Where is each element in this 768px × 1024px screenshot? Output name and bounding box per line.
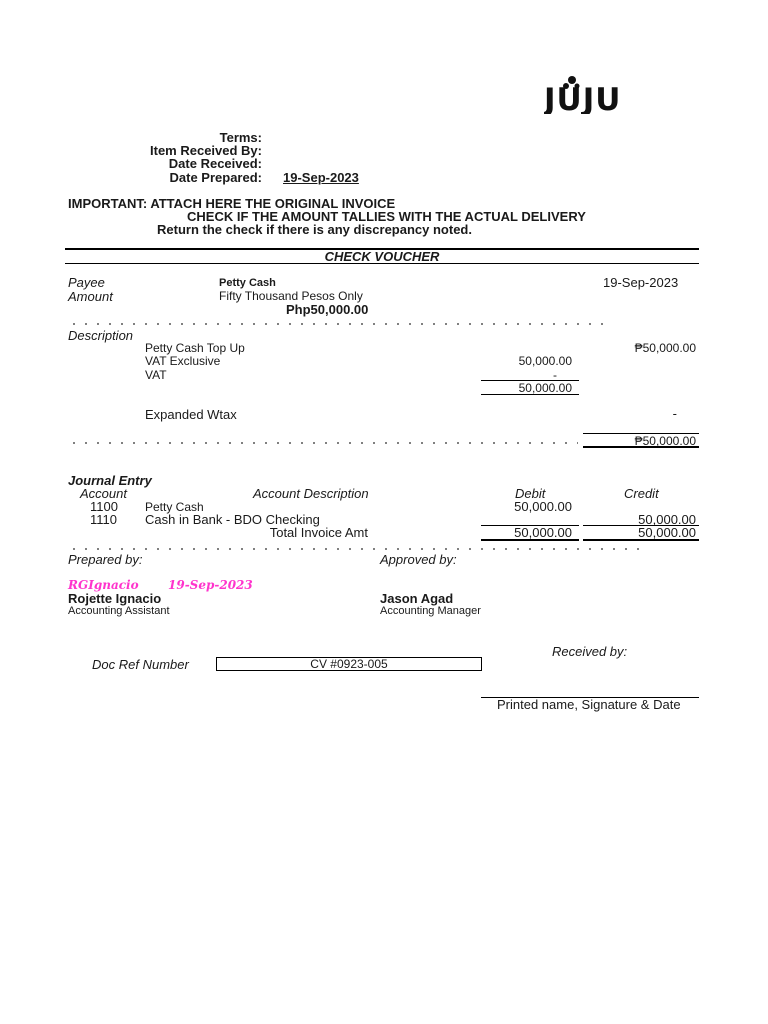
payee-label: Payee (68, 275, 105, 290)
vat-value: - (553, 368, 557, 382)
total-credit: 50,000.00 (638, 525, 696, 540)
approved-by-label: Approved by: (380, 552, 457, 567)
journal-row-description: Cash in Bank - BDO Checking (145, 512, 320, 527)
net-total: ₱50,000.00 (634, 434, 696, 448)
date-received-label: Date Received: (168, 156, 262, 171)
terms-label: Terms: (219, 130, 262, 145)
item-received-by-label: Item Received By: (150, 143, 262, 158)
journal-col-description: Account Description (253, 486, 369, 501)
juju-logo-mark (544, 74, 670, 114)
prepared-by-name: Rojette Ignacio (68, 591, 162, 606)
doc-ref-box (216, 657, 482, 671)
logo-text: JUJU (544, 82, 622, 114)
voucher-bottom-rule (65, 263, 699, 264)
journal-title: Journal Entry (68, 473, 152, 488)
vat-label: VAT (145, 368, 167, 382)
notice-return-check: Return the check if there is any discrepancy noted. (157, 222, 472, 237)
total-debit: 50,000.00 (514, 525, 572, 540)
total-credit-bottom-rule (583, 539, 699, 541)
net-total-double-rule (583, 446, 699, 448)
subtotal-bottom-rule (481, 394, 579, 395)
amount-label: Amount (68, 289, 113, 304)
notice-attach-invoice: IMPORTANT: ATTACH HERE THE ORIGINAL INVOICE (68, 196, 396, 211)
date-prepared-label: Date Prepared: (169, 170, 262, 185)
dotted-separator (68, 442, 578, 444)
journal-row-account: 1110 (90, 512, 117, 527)
payee-value: Petty Cash (219, 277, 276, 289)
journal-col-account: Account (80, 486, 127, 501)
doc-ref-value: CV #0923-005 (310, 657, 388, 671)
vat-subtotal: 50,000.00 (518, 381, 572, 395)
journal-col-credit: Credit (624, 486, 659, 501)
journal-row-credit: 50,000.00 (638, 512, 696, 527)
prepared-by-title: Accounting Assistant (68, 605, 170, 617)
total-invoice-label: Total Invoice Amt (269, 525, 368, 540)
wtax-label: Expanded Wtax (145, 407, 237, 422)
description-item: Petty Cash Top Up (145, 341, 245, 355)
description-item-amount: ₱50,000.00 (634, 341, 696, 355)
total-debit-bottom-rule (481, 539, 579, 541)
approved-by-name: Jason Agad (380, 591, 454, 606)
approved-by-title: Accounting Manager (380, 605, 481, 617)
amount-figure: Php50,000.00 (286, 302, 369, 317)
description-label: Description (68, 328, 134, 343)
journal-row-description: Petty Cash (145, 500, 204, 514)
dotted-separator (68, 323, 603, 325)
doc-ref-label: Doc Ref Number (92, 657, 189, 672)
dotted-separator (68, 548, 646, 550)
voucher-title: CHECK VOUCHER (324, 249, 440, 264)
voucher-date: 19-Sep-2023 (603, 275, 679, 290)
prepared-by-label: Prepared by: (68, 552, 143, 567)
amount-in-words: Fifty Thousand Pesos Only (219, 289, 363, 303)
journal-row-debit: 50,000.00 (514, 499, 572, 514)
date-prepared-value: 19-Sep-2023 (283, 170, 359, 185)
company-logo (544, 74, 670, 114)
received-by-label: Received by: (552, 644, 628, 659)
journal-col-debit: Debit (515, 486, 546, 501)
received-caption: Printed name, Signature & Date (497, 697, 681, 712)
prepared-signature-date: 19-Sep-2023 (168, 578, 253, 592)
notice-check-amount: CHECK IF THE AMOUNT TALLIES WITH THE ACTUAL DELIVERY (187, 209, 586, 224)
vat-exclusive-value: 50,000.00 (518, 354, 572, 368)
journal-row-account: 1100 (90, 499, 118, 514)
prepared-signature: RGIgnacio (68, 578, 139, 592)
vat-exclusive-label: VAT Exclusive (145, 354, 221, 368)
wtax-value: - (672, 406, 677, 421)
